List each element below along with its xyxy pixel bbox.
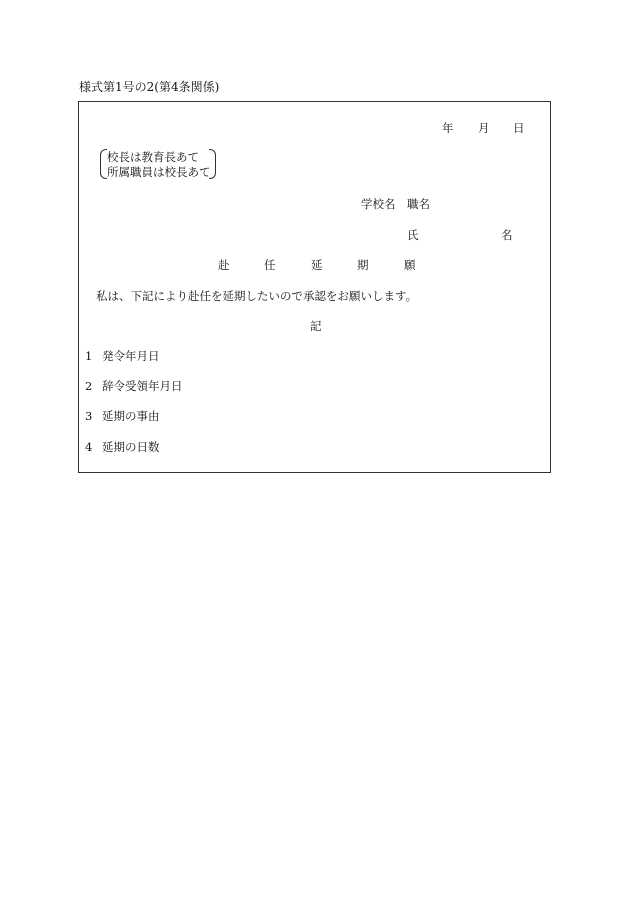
item-3-number: 3: [85, 409, 93, 423]
school-name-label: 学校名: [361, 197, 396, 211]
name-label-first-char: 氏: [407, 228, 419, 242]
title-char-2: 任: [264, 258, 276, 272]
item-2-label: 辞令受領年月日: [102, 379, 183, 393]
item-4-number: 4: [85, 440, 93, 454]
form-number-label: 様式第1号の2(第4条関係): [79, 80, 220, 94]
title-char-3: 延: [311, 258, 323, 272]
name-label-second-char: 名: [501, 228, 513, 242]
item-1-label: 発令年月日: [102, 349, 160, 363]
date-year: 年: [442, 121, 454, 135]
item-1-number: 1: [85, 349, 93, 363]
addressee-right-bracket: [209, 149, 216, 179]
position-label: 職名: [407, 197, 430, 211]
form-frame: [78, 101, 551, 473]
addressee-line-2: 所属職員は校長あて: [107, 165, 211, 179]
item-3-label: 延期の事由: [102, 409, 160, 423]
item-4-label: 延期の日数: [102, 440, 160, 454]
title-char-5: 願: [404, 258, 416, 272]
request-statement: 私は、下記により赴任を延期したいので承認をお願いします。: [96, 289, 418, 303]
addressee-left-bracket: [100, 149, 107, 179]
ki-heading: 記: [310, 319, 322, 333]
item-2-number: 2: [85, 379, 93, 393]
date-month: 月: [478, 121, 490, 135]
date-day: 日: [513, 121, 525, 135]
addressee-line-1: 校長は教育長あて: [107, 150, 199, 164]
title-char-1: 赴: [218, 258, 230, 272]
title-char-4: 期: [357, 258, 369, 272]
